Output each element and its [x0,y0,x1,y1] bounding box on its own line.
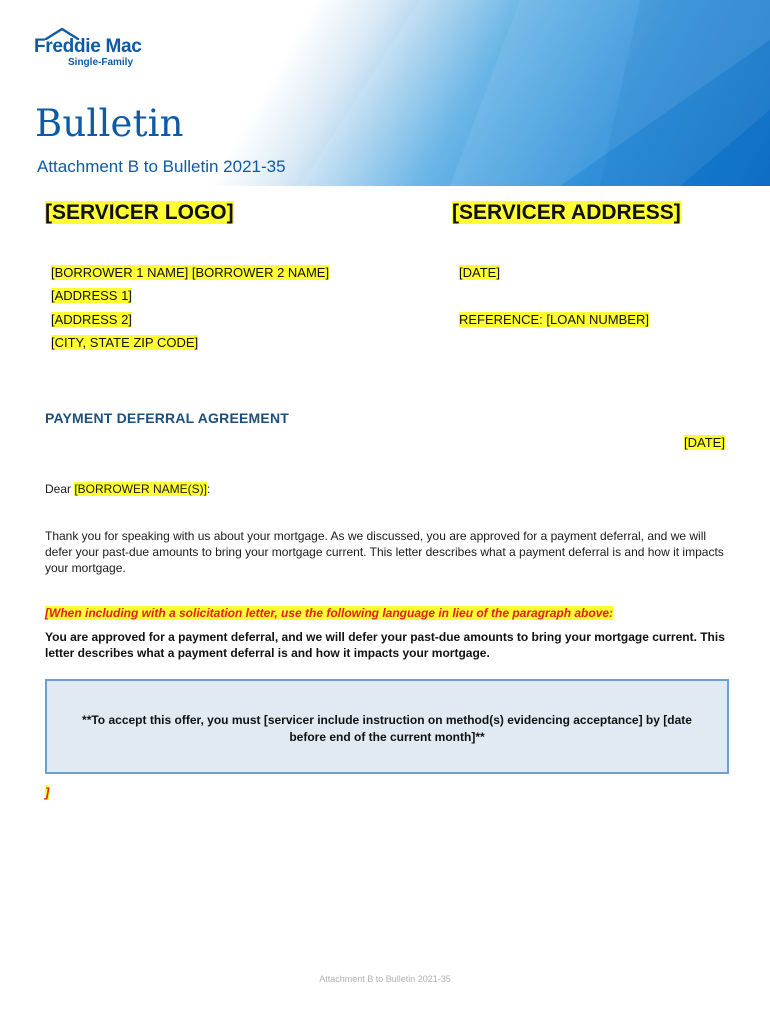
servicer-logo-placeholder [45,201,234,225]
servicer-address-placeholder [452,201,681,225]
borrower-name-placeholder: [BORROWER NAME(S)] [74,482,208,496]
freddie-mac-logo [34,26,154,72]
logo-brand-name: Freddie Mac [34,36,142,57]
closing-bracket [45,785,49,800]
logo-business-unit: Single-Family [68,57,134,68]
servicer-logo-text: [SERVICER LOGO] [45,201,234,224]
agreement-date-line [684,435,725,450]
borrower-names: [BORROWER 1 NAME] [BORROWER 2 NAME] [51,265,330,280]
letter-date-line [459,265,500,280]
city-state-zip-line [51,335,198,350]
reference-line [459,312,649,327]
page-title: Bulletin [35,102,184,145]
solicitation-paragraph: You are approved for a payment deferral, and we will defer your past-due amounts to bring your mortgage current. This letter describes what a payment deferral is and how it impacts your mortgage. [45,630,725,660]
address-2-line [51,312,132,327]
salutation [45,482,210,496]
acceptance-callout-box [45,679,729,774]
page-footer: Attachment B to Bulletin 2021-35 [319,974,451,984]
header-banner [0,0,770,186]
city-state-zip: [CITY, STATE ZIP CODE] [51,335,199,350]
address-1: [ADDRESS 1] [51,288,132,303]
agreement-date: [DATE] [684,435,725,450]
letter-date: [DATE] [459,265,500,280]
solicitation-instruction-text: [When including with a solicitation letter, use the following language in lieu of the paragraph above: [45,606,614,620]
closing-bracket-text: ] [45,785,50,800]
acceptance-instruction: **To accept this offer, you must [servicer include instruction on method(s) evidencing acceptance] by [date before end of the current month]** [82,713,692,744]
borrower-names-line [51,265,329,280]
page-subtitle: Attachment B to Bulletin 2021-35 [37,157,286,176]
agreement-heading: PAYMENT DEFERRAL AGREEMENT [45,410,289,426]
solicitation-instruction [45,606,613,620]
address-1-line [51,288,132,303]
intro-paragraph: Thank you for speaking with us about your mortgage. As we discussed, you are approved for a payment deferral, and we will defer your past-due amounts to bring your mortgage current. This letter describes what a payment deferral is and how it impacts your mortgage. [45,529,724,575]
salutation-prefix: Dear [45,482,75,496]
address-2: [ADDRESS 2] [51,312,132,327]
servicer-address-text: [SERVICER ADDRESS] [452,201,681,224]
salutation-suffix: : [207,482,211,496]
loan-reference: REFERENCE: [LOAN NUMBER] [459,312,649,327]
